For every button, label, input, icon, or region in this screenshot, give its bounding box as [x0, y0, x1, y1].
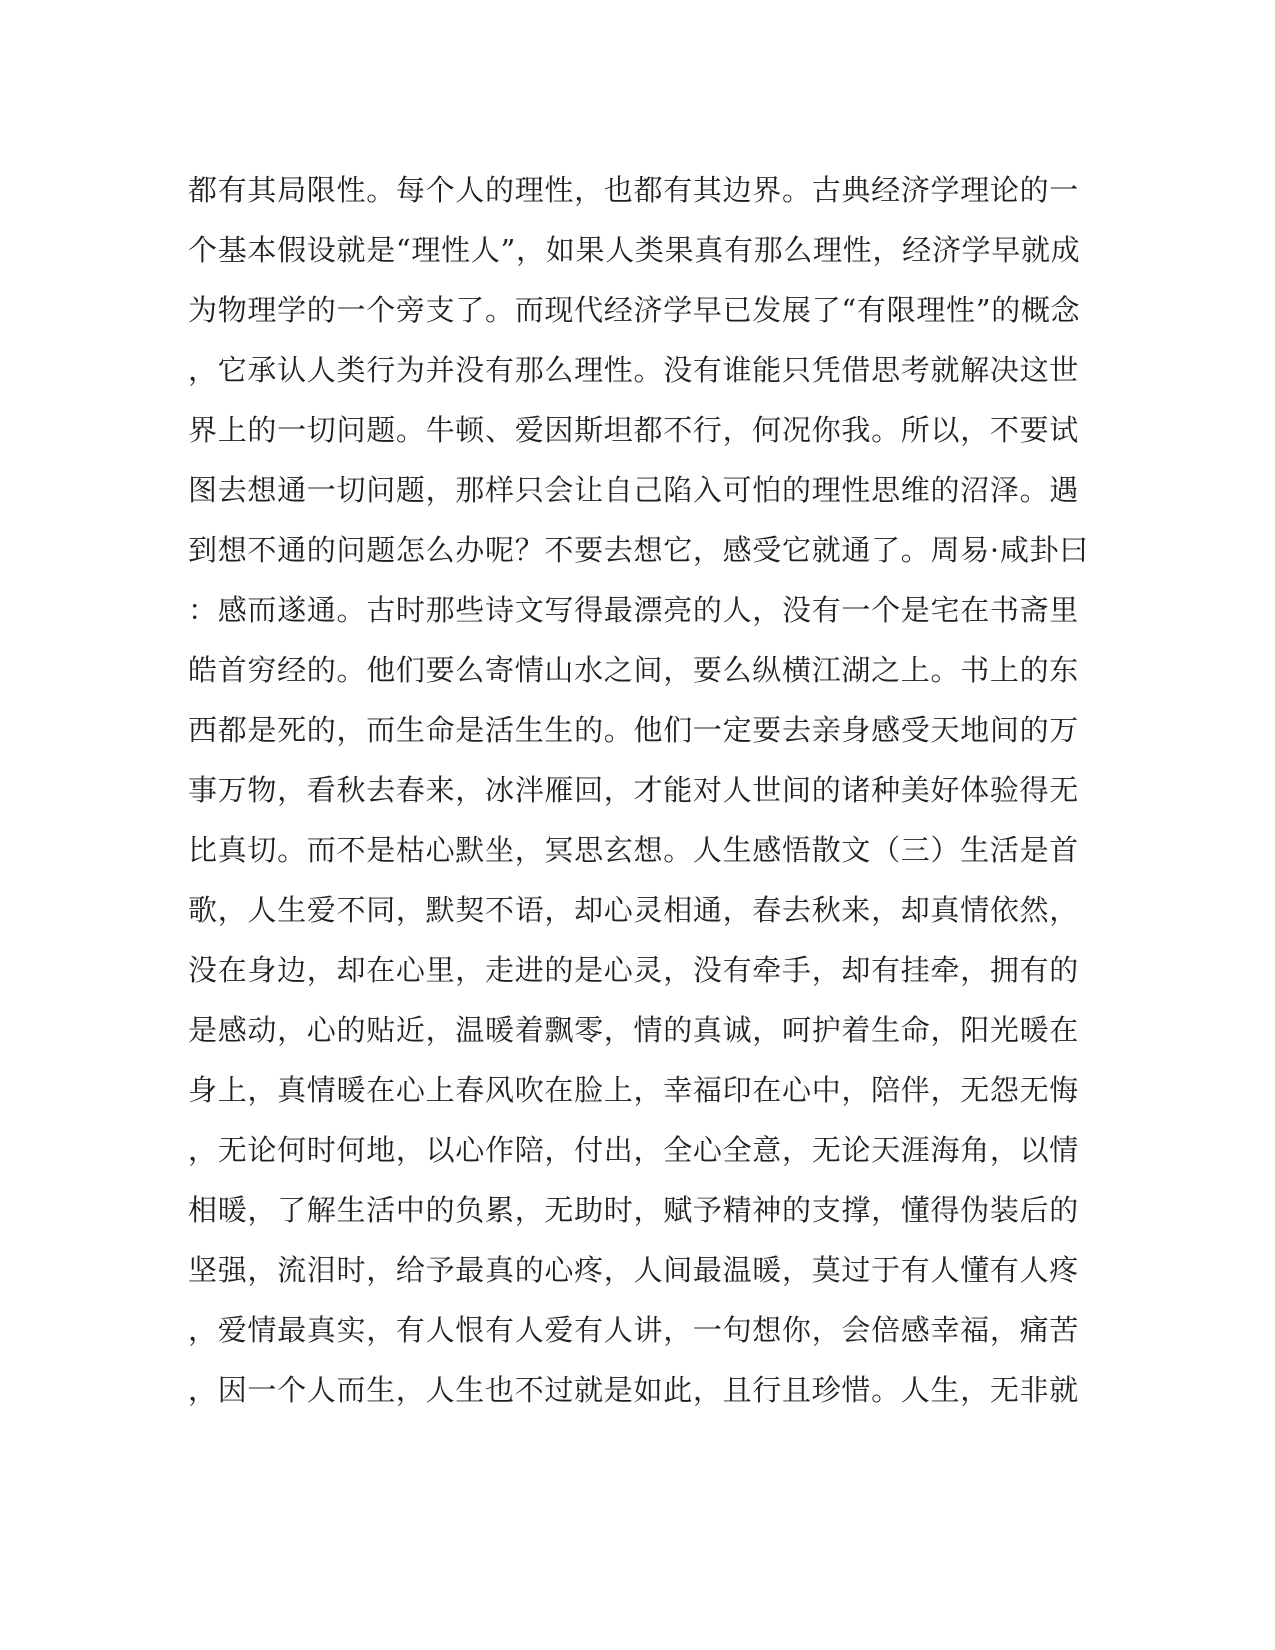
text-line-19: 坚强，流泪时，给予最真的心疼，人间最温暖，莫过于有人懂有人疼: [188, 1253, 1080, 1287]
text-line-21: ，因一个人而生，人生也不过就是如此，且行且珍惜。人生，无非就: [188, 1373, 1080, 1407]
text-line-2: 个基本假设就是“理性人”，如果人类果真有那么理性，经济学早就成: [188, 233, 1081, 267]
text-line-3: 为物理学的一个旁支了。而现代经济学早已发展了“有限理性”的概念: [188, 293, 1081, 327]
text-line-8: ：感而遂通。古时那些诗文写得最漂亮的人，没有一个是宅在书斋里: [188, 593, 1080, 627]
text-line-1: 都有其局限性。每个人的理性，也都有其边界。古典经济学理论的一: [188, 173, 1080, 207]
text-line-6: 图去想通一切问题，那样只会让自己陷入可怕的理性思维的沼泽。遇: [188, 473, 1080, 507]
text-line-18: 相暖，了解生活中的负累，无助时，赋予精神的支撑，懂得伪装后的: [188, 1193, 1080, 1227]
text-line-17: ，无论何时何地，以心作陪，付出，全心全意，无论天涯海角，以情: [188, 1133, 1080, 1167]
text-line-16: 身上，真情暖在心上春风吹在脸上，幸福印在心中，陪伴，无怨无悔: [188, 1073, 1080, 1107]
text-line-12: 比真切。而不是枯心默坐，冥思玄想。人生感悟散文（三）生活是首: [188, 833, 1080, 867]
text-line-14: 没在身边，却在心里，走进的是心灵，没有牵手，却有挂牵，拥有的: [188, 953, 1080, 987]
text-line-11: 事万物，看秋去春来，冰泮雁回，才能对人世间的诸种美好体验得无: [188, 773, 1080, 807]
text-line-15: 是感动，心的贴近，温暖着飘零，情的真诚，呵护着生命，阳光暖在: [188, 1013, 1080, 1047]
text-line-13: 歌，人生爱不同，默契不语，却心灵相通，春去秋来，却真情依然，: [188, 893, 1080, 927]
text-line-4: ，它承认人类行为并没有那么理性。没有谁能只凭借思考就解决这世: [188, 353, 1080, 387]
body-text: [188, 160, 1089, 1420]
text-line-10: 西都是死的，而生命是活生生的。他们一定要去亲身感受天地间的万: [188, 713, 1080, 747]
text-line-7: 到想不通的问题怎么办呢？不要去想它，感受它就通了。周易·咸卦曰: [188, 533, 1089, 567]
text-line-20: ，爱情最真实，有人恨有人爱有人讲，一句想你，会倍感幸福，痛苦: [188, 1313, 1080, 1347]
text-line-5: 界上的一切问题。牛顿、爱因斯坦都不行，何况你我。所以，不要试: [188, 413, 1080, 447]
text-line-9: 皓首穷经的。他们要么寄情山水之间，要么纵横江湖之上。书上的东: [188, 653, 1080, 687]
